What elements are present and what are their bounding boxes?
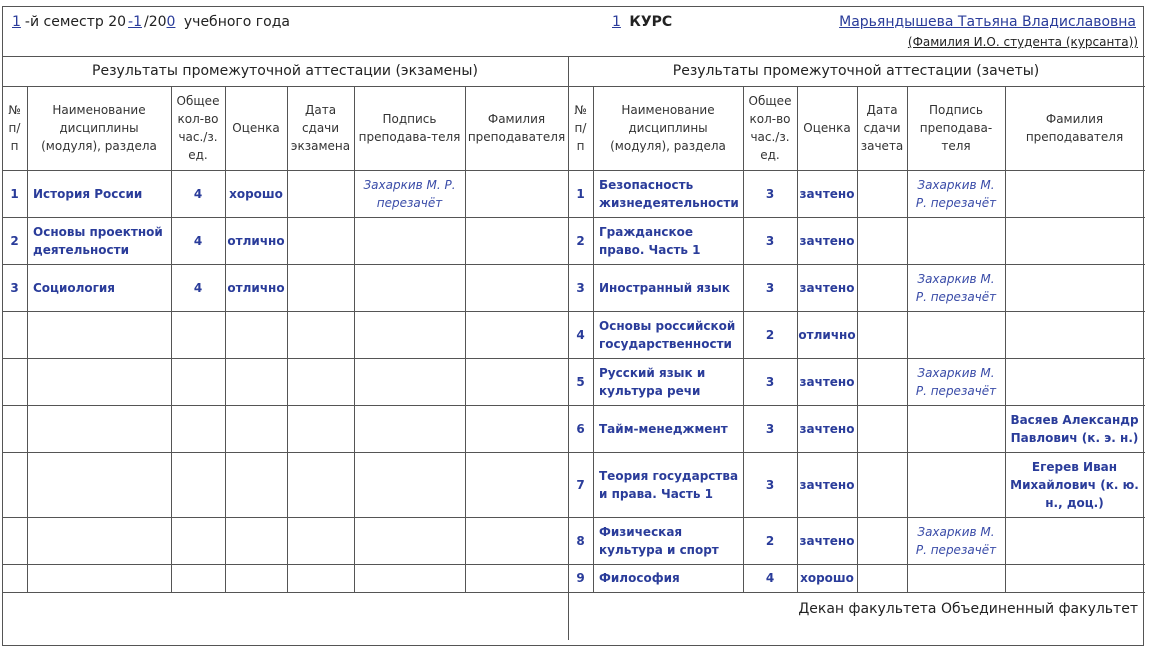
- credits-discipline-name: Философия: [599, 571, 680, 585]
- exams-hours-value: 4: [193, 280, 203, 295]
- credits-signature-value: Захаркив М. Р. перезачёт: [915, 524, 997, 557]
- credits-col-header-date: Дата сдачи зачета: [860, 103, 904, 153]
- credits-discipline-name: Тайм-менеджмент: [599, 421, 728, 436]
- course-line: [608, 14, 672, 30]
- exams-hours-value: 4: [193, 186, 203, 201]
- credits-grade-value: зачтено: [799, 533, 855, 548]
- credits-hours-value: 4: [765, 571, 775, 585]
- credits-col-header-signature: Подпись преподава-теля: [919, 103, 993, 153]
- student-caption: (Фамилия И.О. студента (курсанта)): [907, 35, 1138, 49]
- dean-signature-line: Декан факультета Объединенный факультет: [798, 601, 1138, 617]
- credits-signature-value: Захаркив М. Р. перезачёт: [915, 271, 997, 304]
- exams-col-header-grade: Оценка: [232, 121, 280, 135]
- semester-number: 1: [12, 14, 21, 30]
- exams-table-title: Результаты промежуточной аттестации (экзамены): [92, 63, 478, 79]
- credits-grade-value: отлично: [798, 327, 856, 342]
- credits-hours-value: 3: [765, 186, 775, 201]
- exams-discipline-name: Социология: [33, 280, 116, 295]
- exams-col-header-teacher: Фамилия преподавателя: [467, 112, 566, 144]
- credits-grade-value: зачтено: [799, 186, 855, 201]
- exams-row-number: 1: [10, 186, 19, 201]
- exams-grade-value: отлично: [227, 280, 285, 295]
- credits-col-header-teacher: Фамилия преподавателя: [1025, 112, 1124, 144]
- credits-col-header-hours: Общее кол-во час./з. ед.: [748, 94, 792, 162]
- exams-col-header-number: № п/п: [8, 103, 21, 153]
- year-start: -1: [128, 14, 142, 30]
- credits-discipline-name: Основы российской государственности: [599, 318, 736, 351]
- credits-grade-value: зачтено: [799, 421, 855, 436]
- semester-line: [8, 14, 290, 30]
- exams-hours-value: 4: [193, 233, 203, 248]
- course-number: 1: [612, 14, 621, 30]
- credits-teacher-name: Егерев Иван Михайлович (к. ю. н., доц.): [1010, 459, 1139, 510]
- credits-signature-value: Захаркив М. Р. перезачёт: [915, 365, 997, 398]
- credits-row-number: 4: [576, 327, 585, 342]
- exams-col-header-signature: Подпись преподава-теля: [358, 112, 461, 144]
- credits-discipline-name: Гражданское право. Часть 1: [599, 224, 701, 257]
- credits-col-header-discipline: Наименование дисциплины (модуля), раздела: [610, 103, 726, 153]
- exams-col-header-date: Дата сдачи экзамена: [290, 103, 351, 153]
- credits-discipline-name: Иностранный язык: [599, 280, 731, 295]
- credits-row-number: 7: [576, 477, 585, 492]
- exams-discipline-name: История России: [33, 186, 143, 201]
- credits-teacher-name: Васяев Александр Павлович (к. э. н.): [1010, 412, 1139, 445]
- credits-hours-value: 2: [765, 327, 775, 342]
- course-label: КУРС: [629, 14, 673, 30]
- year-end: 0: [166, 14, 176, 30]
- exams-col-header-discipline: Наименование дисциплины (модуля), раздела: [41, 103, 157, 153]
- credits-hours-value: 2: [765, 533, 775, 548]
- credits-hours-value: 3: [765, 477, 775, 492]
- credits-hours-value: 3: [765, 374, 775, 389]
- credits-discipline-name: Теория государства и права. Часть 1: [599, 468, 739, 501]
- academic-year-label: учебного года: [183, 14, 290, 30]
- credits-grade-value: зачтено: [799, 233, 855, 248]
- credits-row-number: 3: [576, 280, 585, 295]
- credits-table-title: Результаты промежуточной аттестации (зачеты): [672, 63, 1040, 79]
- credits-hours-value: 3: [765, 233, 775, 248]
- semester-text: -й семестр 20: [24, 14, 127, 30]
- credits-row-number: 9: [576, 571, 585, 585]
- credits-grade-value: хорошо: [800, 571, 854, 585]
- credits-row-number: 8: [576, 533, 585, 548]
- credits-hours-value: 3: [765, 280, 775, 295]
- credits-col-header-number: № п/п: [574, 103, 587, 153]
- credits-row-number: 2: [576, 233, 585, 248]
- credits-row-number: 6: [576, 421, 585, 436]
- credits-discipline-name: Физическая культура и спорт: [599, 524, 719, 557]
- credits-row-number: 5: [576, 374, 585, 389]
- credits-col-header-grade: Оценка: [803, 121, 851, 135]
- credits-grade-value: зачтено: [799, 477, 855, 492]
- credits-discipline-name: Русский язык и культура речи: [599, 365, 706, 398]
- credits-discipline-name: Безопасность жизнедеятельности: [599, 177, 739, 210]
- credits-row-number: 1: [576, 186, 585, 201]
- year-separator: /20: [143, 14, 167, 30]
- exams-discipline-name: Основы проектной деятельности: [33, 224, 163, 257]
- student-name: Марьяндышева Татьяна Владиславовна: [839, 14, 1136, 30]
- exams-grade-value: отлично: [227, 233, 285, 248]
- credits-grade-value: зачтено: [799, 374, 855, 389]
- exams-col-header-hours: Общее кол-во час./з. ед.: [176, 94, 220, 162]
- exams-row-number: 3: [10, 280, 19, 295]
- exams-signature-value: Захаркив М. Р. перезачёт: [363, 177, 456, 210]
- credits-grade-value: зачтено: [799, 280, 855, 295]
- credits-hours-value: 3: [765, 421, 775, 436]
- exams-grade-value: хорошо: [229, 186, 283, 201]
- credits-signature-value: Захаркив М. Р. перезачёт: [915, 177, 997, 210]
- exams-row-number: 2: [10, 233, 19, 248]
